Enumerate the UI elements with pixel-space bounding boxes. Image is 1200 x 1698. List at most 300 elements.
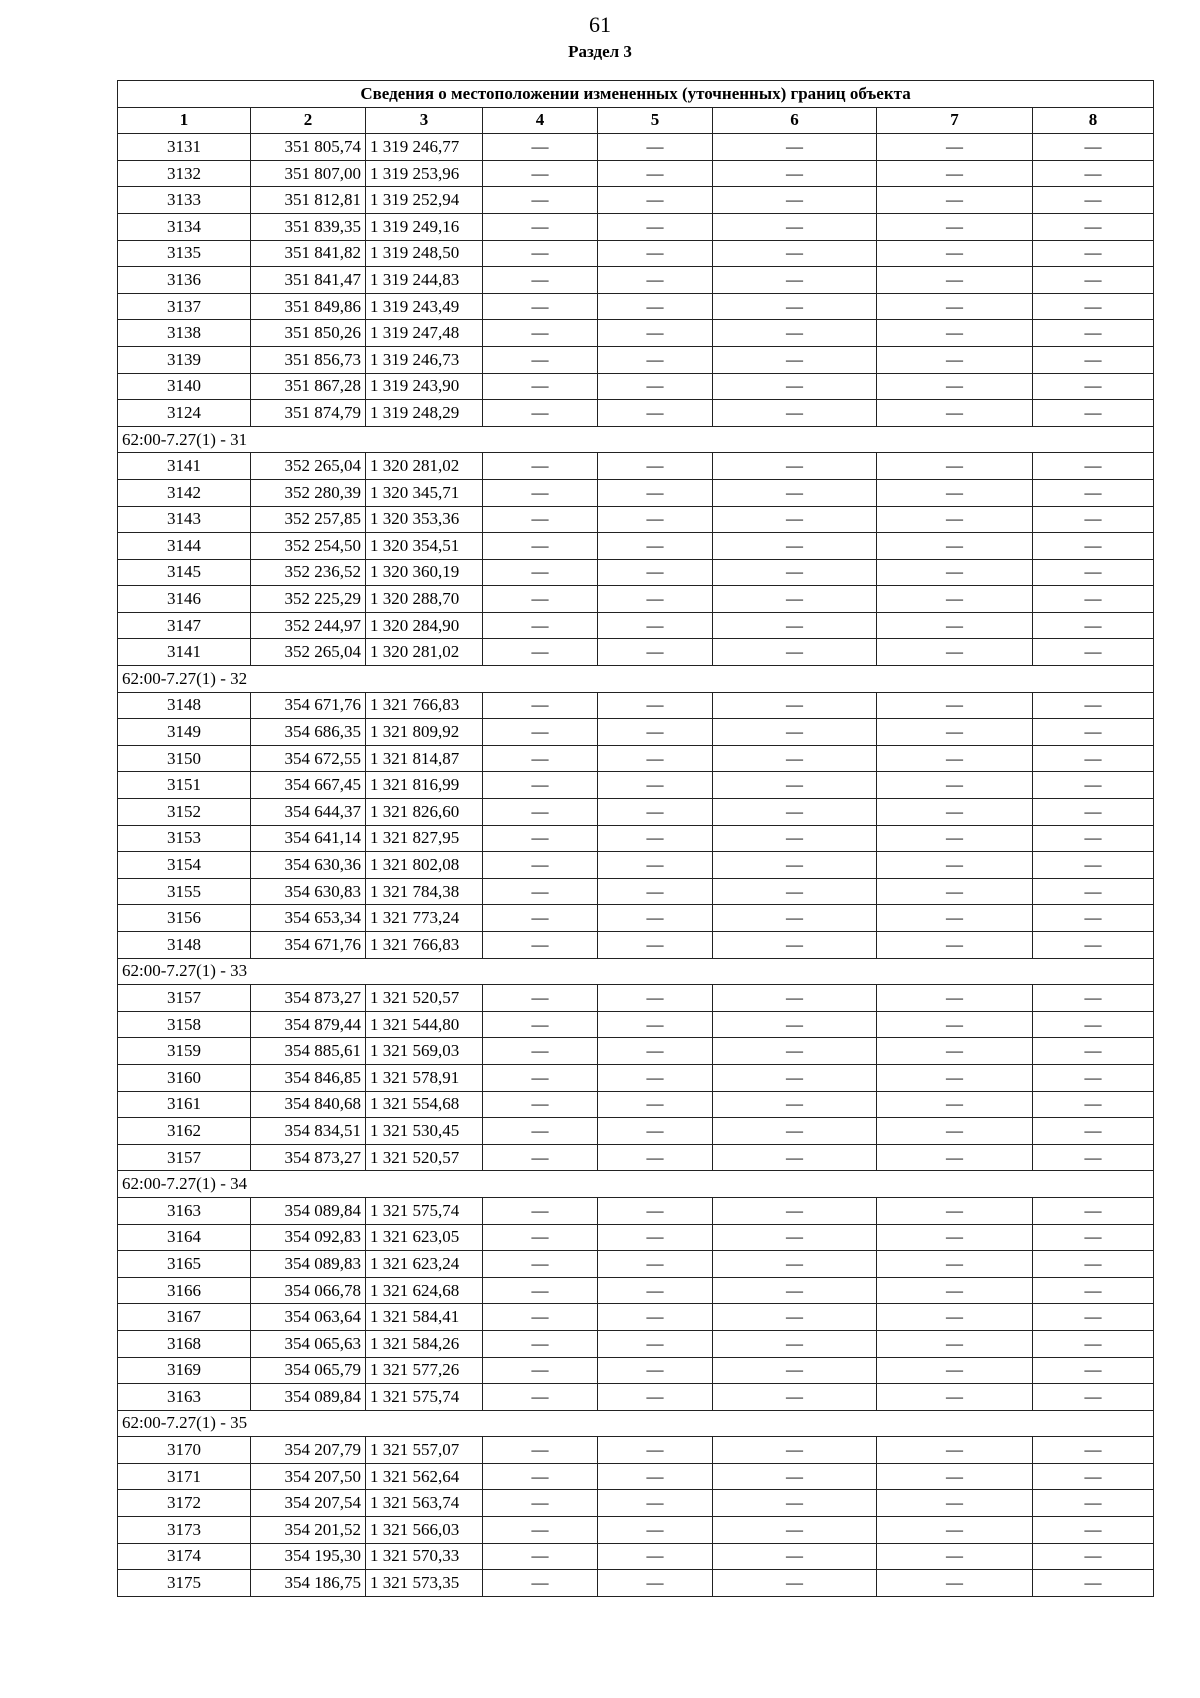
empty-dash-cell: — (877, 187, 1033, 214)
table-body (118, 134, 1154, 1597)
empty-dash-cell: — (1033, 187, 1154, 214)
parcel-group-label: 62:00-7.27(1) - 32 (118, 666, 1154, 693)
group-header-row (118, 1410, 1154, 1437)
column-header: 5 (598, 107, 713, 134)
empty-dash-cell: — (877, 373, 1033, 400)
empty-dash-cell: — (877, 692, 1033, 719)
table-row (118, 1277, 1154, 1304)
table-row (118, 932, 1154, 959)
empty-dash-cell: — (1033, 1463, 1154, 1490)
y-coordinate-cell: 1 320 354,51 (366, 533, 483, 560)
empty-dash-cell: — (877, 1011, 1033, 1038)
empty-dash-cell: — (1033, 453, 1154, 480)
point-number-cell: 3158 (118, 1011, 251, 1038)
empty-dash-cell: — (1033, 293, 1154, 320)
point-number-cell: 3166 (118, 1277, 251, 1304)
empty-dash-cell: — (713, 852, 877, 879)
empty-dash-cell: — (713, 187, 877, 214)
empty-dash-cell: — (483, 852, 598, 879)
empty-dash-cell: — (713, 240, 877, 267)
y-coordinate-cell: 1 319 253,96 (366, 160, 483, 187)
empty-dash-cell: — (1033, 639, 1154, 666)
empty-dash-cell: — (1033, 1304, 1154, 1331)
point-number-cell: 3139 (118, 346, 251, 373)
empty-dash-cell: — (1033, 612, 1154, 639)
empty-dash-cell: — (1033, 586, 1154, 613)
empty-dash-cell: — (483, 1064, 598, 1091)
empty-dash-cell: — (483, 134, 598, 161)
table-row (118, 1543, 1154, 1570)
y-coordinate-cell: 1 321 809,92 (366, 719, 483, 746)
y-coordinate-cell: 1 319 243,90 (366, 373, 483, 400)
table-row (118, 1463, 1154, 1490)
empty-dash-cell: — (483, 1038, 598, 1065)
y-coordinate-cell: 1 321 557,07 (366, 1437, 483, 1464)
empty-dash-cell: — (483, 213, 598, 240)
x-coordinate-cell: 354 207,54 (251, 1490, 366, 1517)
empty-dash-cell: — (598, 1277, 713, 1304)
y-coordinate-cell: 1 321 584,41 (366, 1304, 483, 1331)
empty-dash-cell: — (483, 1118, 598, 1145)
table-row (118, 586, 1154, 613)
table-row (118, 400, 1154, 427)
empty-dash-cell: — (1033, 400, 1154, 427)
empty-dash-cell: — (877, 1357, 1033, 1384)
table-row (118, 612, 1154, 639)
empty-dash-cell: — (483, 692, 598, 719)
empty-dash-cell: — (713, 1570, 877, 1597)
x-coordinate-cell: 354 207,79 (251, 1437, 366, 1464)
empty-dash-cell: — (598, 719, 713, 746)
x-coordinate-cell: 354 063,64 (251, 1304, 366, 1331)
table-row (118, 559, 1154, 586)
empty-dash-cell: — (877, 639, 1033, 666)
group-header-row (118, 958, 1154, 985)
empty-dash-cell: — (1033, 479, 1154, 506)
empty-dash-cell: — (877, 878, 1033, 905)
empty-dash-cell: — (1033, 878, 1154, 905)
table-row (118, 1011, 1154, 1038)
empty-dash-cell: — (877, 1570, 1033, 1597)
empty-dash-cell: — (713, 1517, 877, 1544)
empty-dash-cell: — (713, 745, 877, 772)
empty-dash-cell: — (877, 1384, 1033, 1411)
table-row (118, 1384, 1154, 1411)
empty-dash-cell: — (713, 1091, 877, 1118)
x-coordinate-cell: 354 630,36 (251, 852, 366, 879)
empty-dash-cell: — (483, 1543, 598, 1570)
y-coordinate-cell: 1 319 246,73 (366, 346, 483, 373)
y-coordinate-cell: 1 319 248,29 (366, 400, 483, 427)
y-coordinate-cell: 1 321 826,60 (366, 799, 483, 826)
x-coordinate-cell: 354 630,83 (251, 878, 366, 905)
point-number-cell: 3147 (118, 612, 251, 639)
empty-dash-cell: — (598, 293, 713, 320)
column-header: 3 (366, 107, 483, 134)
empty-dash-cell: — (483, 639, 598, 666)
empty-dash-cell: — (483, 1011, 598, 1038)
point-number-cell: 3132 (118, 160, 251, 187)
empty-dash-cell: — (1033, 932, 1154, 959)
empty-dash-cell: — (483, 293, 598, 320)
empty-dash-cell: — (877, 213, 1033, 240)
y-coordinate-cell: 1 320 284,90 (366, 612, 483, 639)
empty-dash-cell: — (1033, 1490, 1154, 1517)
empty-dash-cell: — (713, 1543, 877, 1570)
empty-dash-cell: — (598, 533, 713, 560)
x-coordinate-cell: 354 065,63 (251, 1330, 366, 1357)
empty-dash-cell: — (598, 1384, 713, 1411)
table-row (118, 320, 1154, 347)
point-number-cell: 3169 (118, 1357, 251, 1384)
empty-dash-cell: — (483, 1490, 598, 1517)
point-number-cell: 3174 (118, 1543, 251, 1570)
empty-dash-cell: — (483, 772, 598, 799)
empty-dash-cell: — (713, 1304, 877, 1331)
empty-dash-cell: — (713, 985, 877, 1012)
empty-dash-cell: — (713, 479, 877, 506)
y-coordinate-cell: 1 320 353,36 (366, 506, 483, 533)
y-coordinate-cell: 1 320 288,70 (366, 586, 483, 613)
empty-dash-cell: — (598, 772, 713, 799)
empty-dash-cell: — (1033, 320, 1154, 347)
empty-dash-cell: — (598, 506, 713, 533)
x-coordinate-cell: 354 644,37 (251, 799, 366, 826)
point-number-cell: 3131 (118, 134, 251, 161)
empty-dash-cell: — (713, 134, 877, 161)
empty-dash-cell: — (877, 1251, 1033, 1278)
parcel-group-label: 62:00-7.27(1) - 31 (118, 426, 1154, 453)
x-coordinate-cell: 354 840,68 (251, 1091, 366, 1118)
y-coordinate-cell: 1 321 773,24 (366, 905, 483, 932)
empty-dash-cell: — (1033, 1330, 1154, 1357)
empty-dash-cell: — (713, 1064, 877, 1091)
x-coordinate-cell: 354 207,50 (251, 1463, 366, 1490)
empty-dash-cell: — (1033, 267, 1154, 294)
y-coordinate-cell: 1 321 575,74 (366, 1197, 483, 1224)
y-coordinate-cell: 1 321 624,68 (366, 1277, 483, 1304)
point-number-cell: 3146 (118, 586, 251, 613)
empty-dash-cell: — (713, 320, 877, 347)
point-number-cell: 3155 (118, 878, 251, 905)
empty-dash-cell: — (483, 240, 598, 267)
empty-dash-cell: — (877, 852, 1033, 879)
empty-dash-cell: — (877, 293, 1033, 320)
empty-dash-cell: — (1033, 1357, 1154, 1384)
empty-dash-cell: — (483, 1304, 598, 1331)
x-coordinate-cell: 354 089,83 (251, 1251, 366, 1278)
empty-dash-cell: — (713, 692, 877, 719)
empty-dash-cell: — (1033, 1543, 1154, 1570)
empty-dash-cell: — (1033, 1277, 1154, 1304)
empty-dash-cell: — (598, 932, 713, 959)
empty-dash-cell: — (877, 586, 1033, 613)
empty-dash-cell: — (598, 187, 713, 214)
empty-dash-cell: — (1033, 745, 1154, 772)
x-coordinate-cell: 351 874,79 (251, 400, 366, 427)
x-coordinate-cell: 354 089,84 (251, 1384, 366, 1411)
empty-dash-cell: — (877, 320, 1033, 347)
empty-dash-cell: — (598, 160, 713, 187)
y-coordinate-cell: 1 319 247,48 (366, 320, 483, 347)
empty-dash-cell: — (713, 1251, 877, 1278)
point-number-cell: 3153 (118, 825, 251, 852)
empty-dash-cell: — (598, 1517, 713, 1544)
empty-dash-cell: — (1033, 1011, 1154, 1038)
table-row (118, 1304, 1154, 1331)
table-row (118, 267, 1154, 294)
x-coordinate-cell: 354 667,45 (251, 772, 366, 799)
empty-dash-cell: — (713, 905, 877, 932)
point-number-cell: 3142 (118, 479, 251, 506)
empty-dash-cell: — (877, 267, 1033, 294)
point-number-cell: 3159 (118, 1038, 251, 1065)
empty-dash-cell: — (598, 213, 713, 240)
table-caption: Сведения о местоположении измененных (уточненных) границ объекта (118, 81, 1154, 108)
empty-dash-cell: — (483, 1197, 598, 1224)
column-header: 7 (877, 107, 1033, 134)
empty-dash-cell: — (877, 134, 1033, 161)
empty-dash-cell: — (598, 1144, 713, 1171)
point-number-cell: 3141 (118, 453, 251, 480)
parcel-group-label: 62:00-7.27(1) - 35 (118, 1410, 1154, 1437)
group-header-row (118, 1171, 1154, 1198)
empty-dash-cell: — (1033, 346, 1154, 373)
empty-dash-cell: — (877, 1543, 1033, 1570)
table-row (118, 240, 1154, 267)
table-row (118, 1197, 1154, 1224)
y-coordinate-cell: 1 321 766,83 (366, 932, 483, 959)
point-number-cell: 3167 (118, 1304, 251, 1331)
empty-dash-cell: — (483, 267, 598, 294)
point-number-cell: 3140 (118, 373, 251, 400)
empty-dash-cell: — (713, 559, 877, 586)
empty-dash-cell: — (877, 1038, 1033, 1065)
group-header-row (118, 426, 1154, 453)
table-row (118, 1118, 1154, 1145)
empty-dash-cell: — (713, 639, 877, 666)
column-header: 8 (1033, 107, 1154, 134)
x-coordinate-cell: 354 672,55 (251, 745, 366, 772)
empty-dash-cell: — (483, 187, 598, 214)
empty-dash-cell: — (598, 1064, 713, 1091)
empty-dash-cell: — (598, 346, 713, 373)
empty-dash-cell: — (877, 825, 1033, 852)
table-row (118, 985, 1154, 1012)
point-number-cell: 3173 (118, 1517, 251, 1544)
empty-dash-cell: — (713, 533, 877, 560)
empty-dash-cell: — (713, 1277, 877, 1304)
point-number-cell: 3168 (118, 1330, 251, 1357)
empty-dash-cell: — (483, 1437, 598, 1464)
empty-dash-cell: — (877, 479, 1033, 506)
empty-dash-cell: — (713, 346, 877, 373)
empty-dash-cell: — (713, 586, 877, 613)
y-coordinate-cell: 1 321 530,45 (366, 1118, 483, 1145)
empty-dash-cell: — (598, 373, 713, 400)
empty-dash-cell: — (1033, 213, 1154, 240)
empty-dash-cell: — (483, 453, 598, 480)
y-coordinate-cell: 1 321 578,91 (366, 1064, 483, 1091)
empty-dash-cell: — (483, 612, 598, 639)
point-number-cell: 3161 (118, 1091, 251, 1118)
x-coordinate-cell: 354 873,27 (251, 985, 366, 1012)
empty-dash-cell: — (713, 825, 877, 852)
table-row (118, 213, 1154, 240)
empty-dash-cell: — (713, 1038, 877, 1065)
empty-dash-cell: — (877, 1277, 1033, 1304)
empty-dash-cell: — (598, 985, 713, 1012)
empty-dash-cell: — (483, 1224, 598, 1251)
empty-dash-cell: — (877, 745, 1033, 772)
empty-dash-cell: — (598, 612, 713, 639)
empty-dash-cell: — (1033, 1197, 1154, 1224)
y-coordinate-cell: 1 319 252,94 (366, 187, 483, 214)
point-number-cell: 3124 (118, 400, 251, 427)
empty-dash-cell: — (598, 1543, 713, 1570)
point-number-cell: 3175 (118, 1570, 251, 1597)
empty-dash-cell: — (713, 772, 877, 799)
table-row (118, 506, 1154, 533)
x-coordinate-cell: 354 653,34 (251, 905, 366, 932)
x-coordinate-cell: 354 671,76 (251, 932, 366, 959)
empty-dash-cell: — (1033, 1251, 1154, 1278)
empty-dash-cell: — (877, 1197, 1033, 1224)
table-row (118, 479, 1154, 506)
x-coordinate-cell: 354 186,75 (251, 1570, 366, 1597)
table-row (118, 187, 1154, 214)
y-coordinate-cell: 1 321 570,33 (366, 1543, 483, 1570)
empty-dash-cell: — (713, 1437, 877, 1464)
empty-dash-cell: — (713, 719, 877, 746)
empty-dash-cell: — (598, 1437, 713, 1464)
section-title: Раздел 3 (568, 42, 632, 61)
empty-dash-cell: — (1033, 719, 1154, 746)
empty-dash-cell: — (713, 1197, 877, 1224)
empty-dash-cell: — (598, 1570, 713, 1597)
empty-dash-cell: — (598, 479, 713, 506)
empty-dash-cell: — (1033, 1038, 1154, 1065)
table-row (118, 1330, 1154, 1357)
empty-dash-cell: — (1033, 985, 1154, 1012)
y-coordinate-cell: 1 321 827,95 (366, 825, 483, 852)
table-row (118, 1091, 1154, 1118)
table-row (118, 1437, 1154, 1464)
column-header: 1 (118, 107, 251, 134)
empty-dash-cell: — (713, 878, 877, 905)
empty-dash-cell: — (877, 905, 1033, 932)
x-coordinate-cell: 354 066,78 (251, 1277, 366, 1304)
empty-dash-cell: — (483, 479, 598, 506)
empty-dash-cell: — (877, 1064, 1033, 1091)
table-caption-row (118, 81, 1154, 108)
table-row (118, 745, 1154, 772)
empty-dash-cell: — (877, 400, 1033, 427)
point-number-cell: 3143 (118, 506, 251, 533)
table-row (118, 905, 1154, 932)
point-number-cell: 3138 (118, 320, 251, 347)
x-coordinate-cell: 352 265,04 (251, 453, 366, 480)
point-number-cell: 3151 (118, 772, 251, 799)
empty-dash-cell: — (713, 373, 877, 400)
y-coordinate-cell: 1 321 766,83 (366, 692, 483, 719)
point-number-cell: 3135 (118, 240, 251, 267)
empty-dash-cell: — (877, 1330, 1033, 1357)
empty-dash-cell: — (713, 799, 877, 826)
empty-dash-cell: — (483, 346, 598, 373)
empty-dash-cell: — (877, 932, 1033, 959)
y-coordinate-cell: 1 320 360,19 (366, 559, 483, 586)
x-coordinate-cell: 351 839,35 (251, 213, 366, 240)
y-coordinate-cell: 1 321 623,24 (366, 1251, 483, 1278)
point-number-cell: 3150 (118, 745, 251, 772)
y-coordinate-cell: 1 321 563,74 (366, 1490, 483, 1517)
empty-dash-cell: — (483, 1330, 598, 1357)
y-coordinate-cell: 1 320 281,02 (366, 639, 483, 666)
empty-dash-cell: — (877, 612, 1033, 639)
empty-dash-cell: — (1033, 559, 1154, 586)
empty-dash-cell: — (483, 1277, 598, 1304)
y-coordinate-cell: 1 321 802,08 (366, 852, 483, 879)
table-row (118, 852, 1154, 879)
empty-dash-cell: — (598, 639, 713, 666)
y-coordinate-cell: 1 321 623,05 (366, 1224, 483, 1251)
point-number-cell: 3137 (118, 293, 251, 320)
empty-dash-cell: — (483, 799, 598, 826)
empty-dash-cell: — (483, 1463, 598, 1490)
empty-dash-cell: — (598, 852, 713, 879)
empty-dash-cell: — (713, 1224, 877, 1251)
empty-dash-cell: — (713, 1011, 877, 1038)
empty-dash-cell: — (1033, 1144, 1154, 1171)
empty-dash-cell: — (1033, 1091, 1154, 1118)
empty-dash-cell: — (598, 1251, 713, 1278)
empty-dash-cell: — (598, 1038, 713, 1065)
x-coordinate-cell: 352 257,85 (251, 506, 366, 533)
y-coordinate-cell: 1 320 345,71 (366, 479, 483, 506)
x-coordinate-cell: 354 686,35 (251, 719, 366, 746)
point-number-cell: 3170 (118, 1437, 251, 1464)
empty-dash-cell: — (877, 1224, 1033, 1251)
y-coordinate-cell: 1 321 520,57 (366, 985, 483, 1012)
y-coordinate-cell: 1 319 246,77 (366, 134, 483, 161)
empty-dash-cell: — (1033, 533, 1154, 560)
point-number-cell: 3171 (118, 1463, 251, 1490)
table-header-row (118, 107, 1154, 134)
table-row (118, 719, 1154, 746)
x-coordinate-cell: 351 841,82 (251, 240, 366, 267)
empty-dash-cell: — (713, 213, 877, 240)
empty-dash-cell: — (1033, 772, 1154, 799)
empty-dash-cell: — (713, 506, 877, 533)
empty-dash-cell: — (877, 160, 1033, 187)
point-number-cell: 3154 (118, 852, 251, 879)
empty-dash-cell: — (598, 745, 713, 772)
empty-dash-cell: — (598, 320, 713, 347)
point-number-cell: 3156 (118, 905, 251, 932)
table-row (118, 134, 1154, 161)
empty-dash-cell: — (598, 1463, 713, 1490)
empty-dash-cell: — (713, 1490, 877, 1517)
point-number-cell: 3164 (118, 1224, 251, 1251)
table-row (118, 799, 1154, 826)
empty-dash-cell: — (713, 267, 877, 294)
empty-dash-cell: — (877, 985, 1033, 1012)
point-number-cell: 3165 (118, 1251, 251, 1278)
empty-dash-cell: — (598, 1197, 713, 1224)
empty-dash-cell: — (483, 559, 598, 586)
point-number-cell: 3145 (118, 559, 251, 586)
